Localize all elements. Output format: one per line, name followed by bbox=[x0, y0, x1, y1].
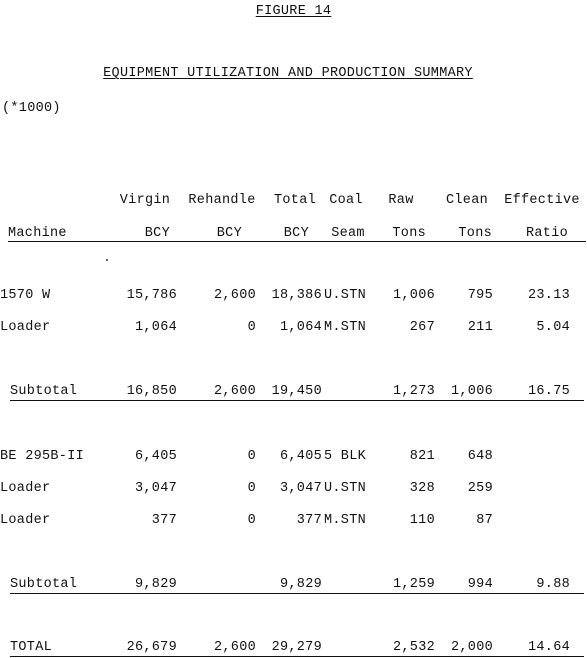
table-row-cell: Loader bbox=[0, 320, 51, 335]
subtotal1-underline bbox=[10, 400, 584, 401]
table-row-cell: BE 295B-II bbox=[0, 449, 85, 464]
subtotal-row-cell: 994 bbox=[467, 577, 493, 592]
table-row-cell: 328 bbox=[409, 481, 435, 496]
table-row-cell: 2,600 bbox=[213, 288, 256, 303]
total-row-cell: 2,600 bbox=[213, 640, 256, 655]
column-header-bottom: BCY bbox=[216, 226, 242, 241]
figure-label: FIGURE 14 bbox=[255, 4, 332, 19]
table-row-cell: 377 bbox=[296, 513, 322, 528]
subtotal-row-cell: Subtotal bbox=[10, 577, 78, 592]
column-header-top: Clean bbox=[445, 193, 488, 208]
units-note: (*1000) bbox=[2, 101, 61, 116]
table-row-cell: 110 bbox=[409, 513, 435, 528]
subtotal2-underline bbox=[10, 593, 584, 594]
column-header-bottom: BCY bbox=[144, 226, 170, 241]
table-row-cell: 795 bbox=[467, 288, 493, 303]
column-header-bottom: BCY bbox=[283, 226, 309, 241]
table-row-cell: 5.04 bbox=[536, 320, 570, 335]
column-header-bottom: Tons bbox=[392, 226, 426, 241]
table-row-cell: Loader bbox=[0, 513, 51, 528]
subtotal-row-cell: 9.88 bbox=[536, 577, 570, 592]
column-header-top: Total bbox=[273, 193, 316, 208]
table-row-cell: M.STN bbox=[324, 320, 367, 335]
table-row-cell: 0 bbox=[247, 320, 256, 335]
subtotal-row-cell: 16,850 bbox=[126, 384, 177, 399]
table-row-cell: 0 bbox=[247, 449, 256, 464]
table-row-cell: 5 BLK bbox=[324, 449, 367, 464]
table-row-cell: 0 bbox=[247, 513, 256, 528]
subtotal-row-cell: 1,273 bbox=[392, 384, 435, 399]
column-header-top: Rehandle bbox=[188, 193, 256, 208]
subtotal-row-cell: 1,006 bbox=[450, 384, 493, 399]
table-row-cell: M.STN bbox=[324, 513, 367, 528]
table-row-cell: 18,386 bbox=[271, 288, 322, 303]
subtotal-row-cell: 1,259 bbox=[392, 577, 435, 592]
total-row-cell: TOTAL bbox=[10, 640, 53, 655]
table-row-cell: 1,064 bbox=[134, 320, 177, 335]
table-row-cell: 648 bbox=[467, 449, 493, 464]
column-header-top: Raw bbox=[388, 193, 414, 208]
table-row-cell: 23.13 bbox=[527, 288, 570, 303]
table-row-cell: 1,006 bbox=[392, 288, 435, 303]
subtotal-row-cell: 9,829 bbox=[279, 577, 322, 592]
table-row-cell: U.STN bbox=[324, 481, 367, 496]
table-row-cell: 1,064 bbox=[279, 320, 322, 335]
total-row-cell: 14.64 bbox=[527, 640, 570, 655]
table-row-cell: 821 bbox=[409, 449, 435, 464]
total-row-cell: 29,279 bbox=[271, 640, 322, 655]
scan-speck bbox=[106, 259, 108, 261]
table-row-cell: 87 bbox=[476, 513, 493, 528]
column-header-bottom: Seam bbox=[331, 226, 365, 241]
header-underline bbox=[8, 241, 586, 242]
total-row-cell: 2,532 bbox=[392, 640, 435, 655]
table-row-cell: Loader bbox=[0, 481, 51, 496]
table-row-cell: U.STN bbox=[324, 288, 367, 303]
table-row-cell: 259 bbox=[467, 481, 493, 496]
table-row-cell: 3,047 bbox=[134, 481, 177, 496]
total-row-cell: 26,679 bbox=[126, 640, 177, 655]
table-row-cell: 15,786 bbox=[126, 288, 177, 303]
column-header-top: Coal bbox=[329, 193, 363, 208]
table-row-cell: 1570 W bbox=[0, 288, 51, 303]
document-title: EQUIPMENT UTILIZATION AND PRODUCTION SUMMARY bbox=[103, 66, 473, 81]
table-row-cell: 267 bbox=[409, 320, 435, 335]
subtotal-row-cell: 9,829 bbox=[134, 577, 177, 592]
subtotal-row-cell: 16.75 bbox=[527, 384, 570, 399]
table-row-cell: 6,405 bbox=[279, 449, 322, 464]
table-row-cell: 377 bbox=[151, 513, 177, 528]
column-header-top: Effective bbox=[504, 193, 580, 208]
total-row-cell: 2,000 bbox=[450, 640, 493, 655]
subtotal-row-cell: 19,450 bbox=[271, 384, 322, 399]
table-row-cell: 211 bbox=[467, 320, 493, 335]
table-row-cell: 0 bbox=[247, 481, 256, 496]
total-underline bbox=[10, 656, 584, 657]
table-row-cell: 6,405 bbox=[134, 449, 177, 464]
subtotal-row-cell: Subtotal bbox=[10, 384, 78, 399]
column-header-top: Virgin bbox=[119, 193, 171, 208]
table-row-cell: 3,047 bbox=[279, 481, 322, 496]
column-header-bottom: Tons bbox=[458, 226, 492, 241]
subtotal-row-cell: 2,600 bbox=[213, 384, 256, 399]
column-header-bottom: Ratio bbox=[525, 226, 568, 241]
column-header-bottom: Machine bbox=[8, 226, 67, 241]
